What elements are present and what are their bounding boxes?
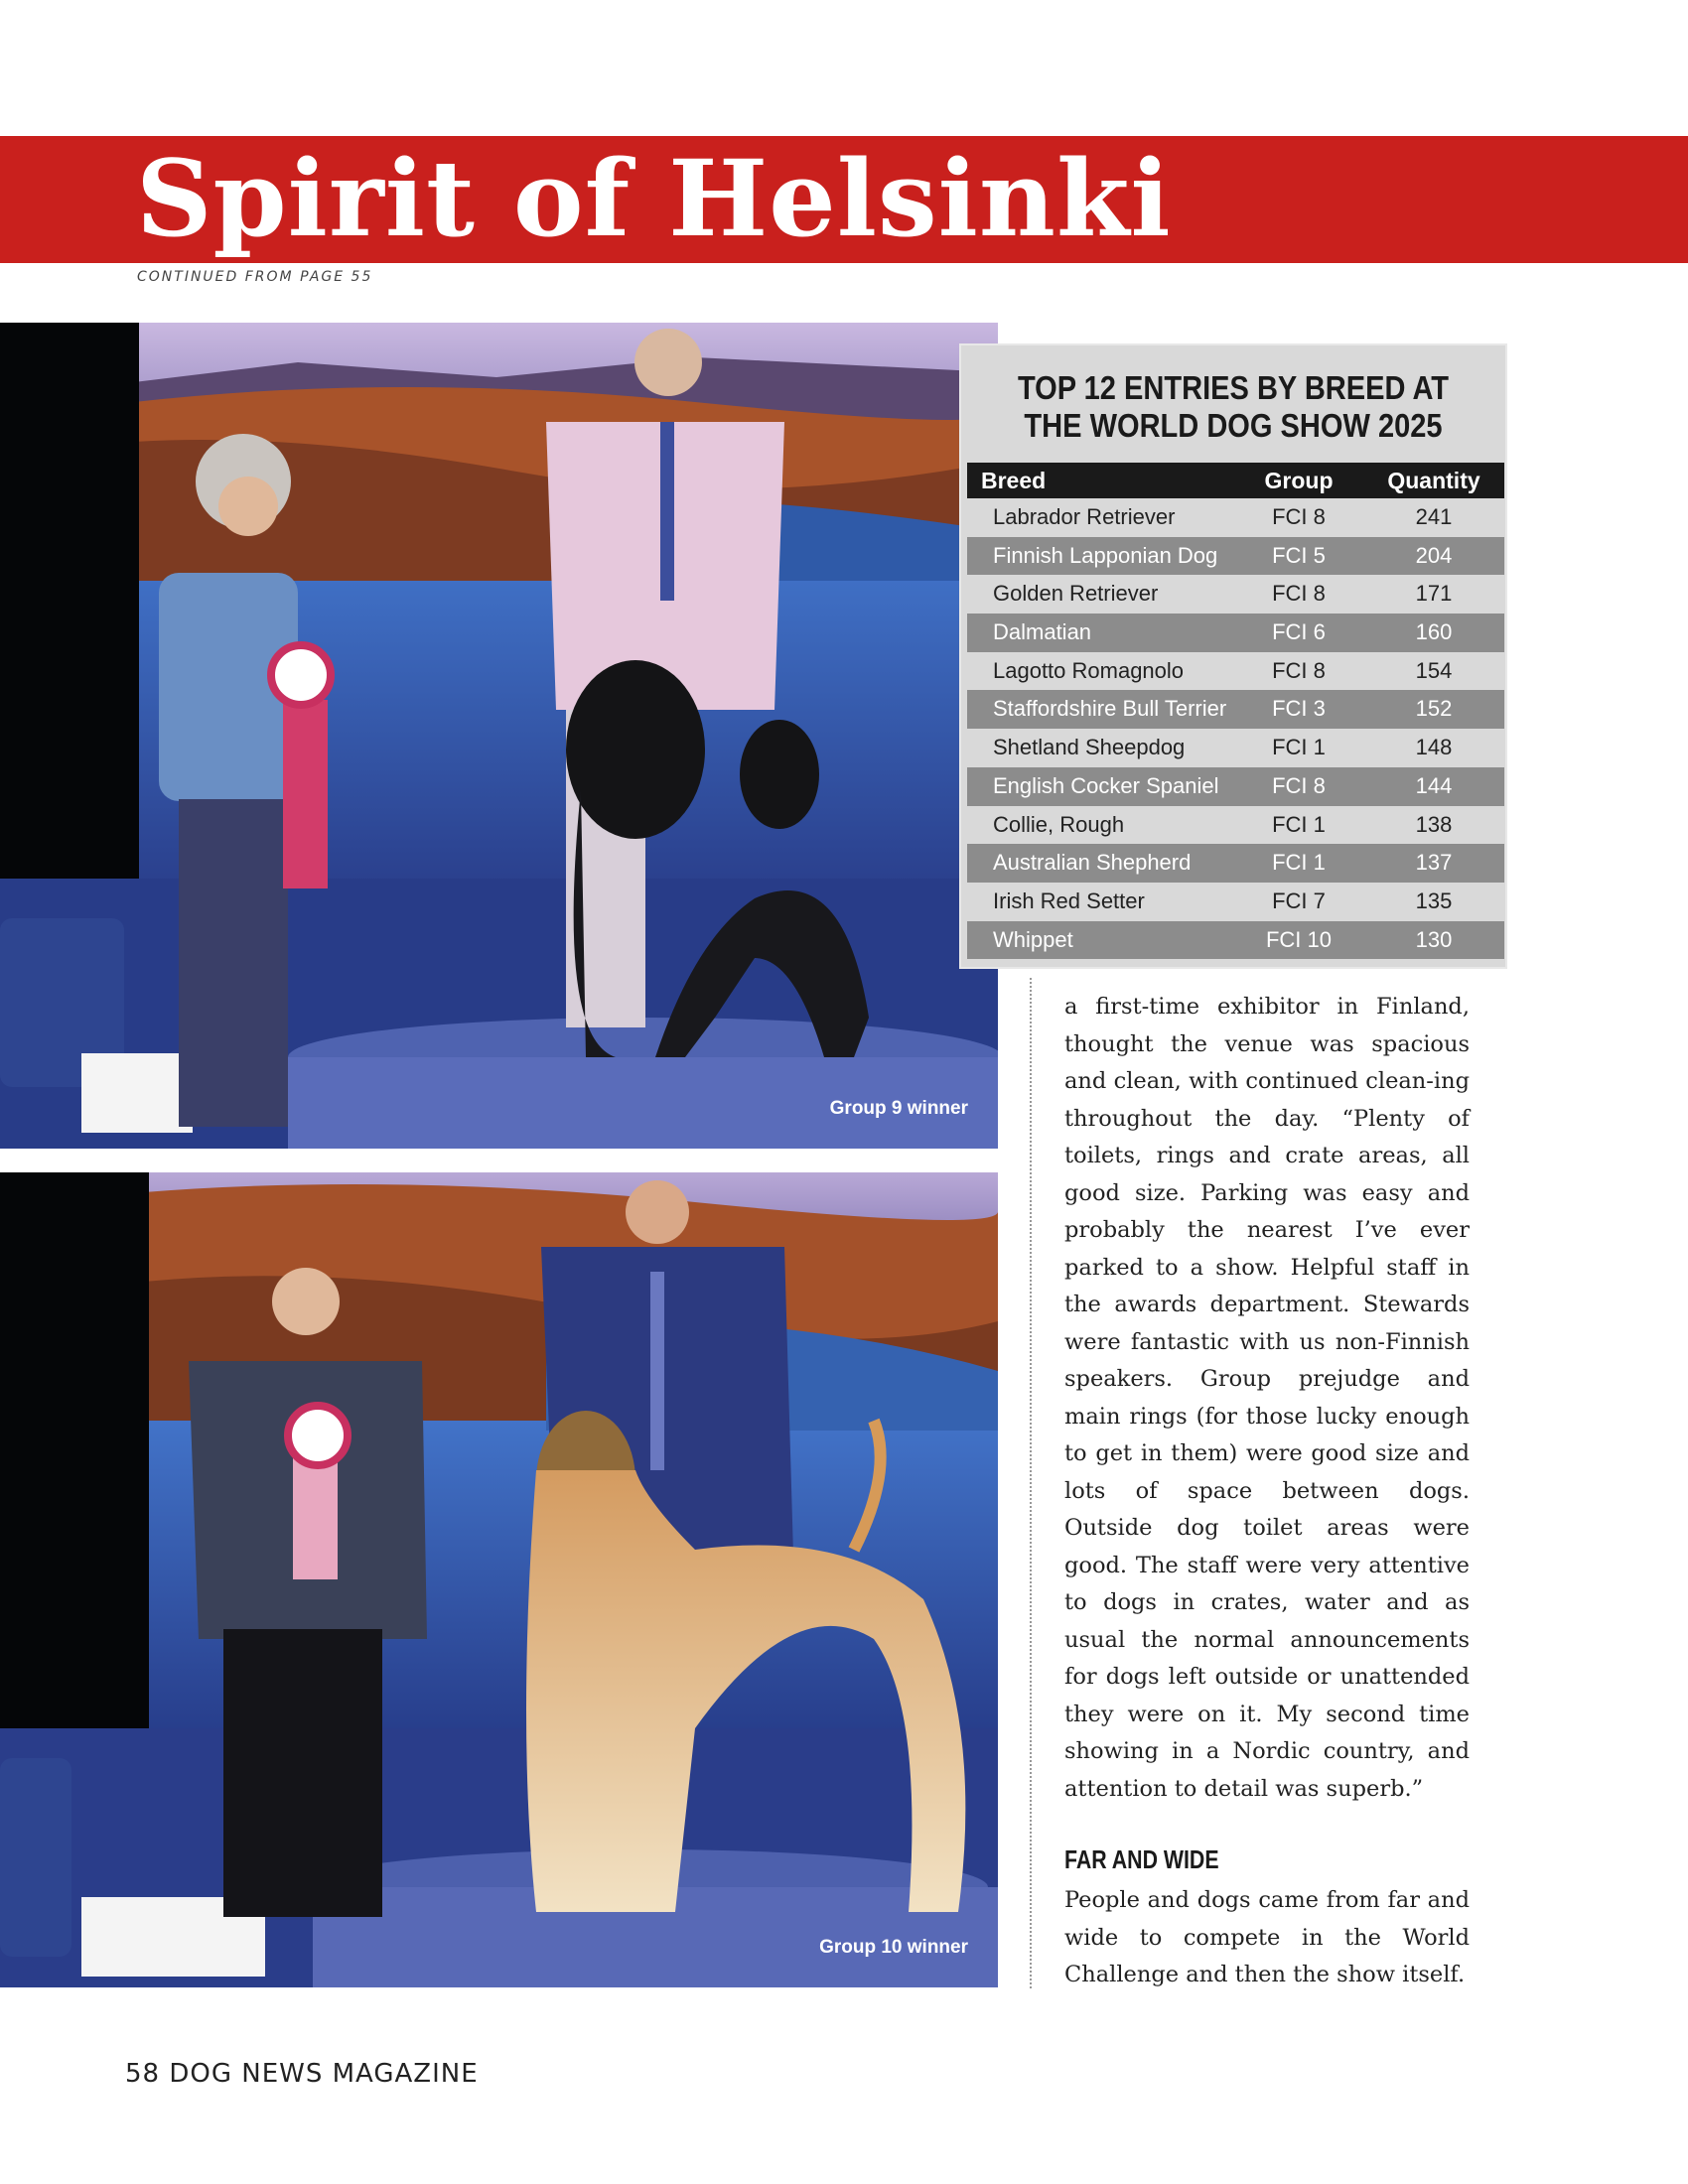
cell-quantity: 160 [1415, 619, 1453, 645]
cell-quantity: 241 [1415, 504, 1453, 529]
column-divider [1030, 978, 1032, 1988]
column-header-quantity: Quantity [1387, 468, 1480, 493]
table-row [967, 767, 1504, 806]
table-row [967, 921, 1504, 960]
cell-breed: Golden Retriever [993, 581, 1159, 607]
cell-group: FCI 3 [1272, 696, 1326, 722]
table-header [967, 463, 1504, 498]
column-header-breed: Breed [981, 468, 1047, 493]
cell-breed: Whippet [993, 926, 1073, 952]
cell-quantity: 148 [1415, 735, 1453, 760]
cell-group: FCI 1 [1272, 735, 1326, 760]
article-paragraph: People and dogs came from far and wide to compete in the World Challenge and then the show itself. [1064, 1887, 1470, 1987]
cell-quantity: 137 [1415, 850, 1453, 876]
photo-caption: Group 10 winner [819, 1937, 968, 1958]
cell-breed: Collie, Rough [993, 811, 1125, 837]
cell-breed: Dalmatian [993, 619, 1092, 645]
cell-breed: Labrador Retriever [993, 504, 1176, 529]
table-row [967, 498, 1504, 537]
cell-breed: Lagotto Romagnolo [993, 657, 1185, 683]
continued-note: CONTINUED FROM PAGE 55 [137, 269, 373, 285]
cell-group: FCI 1 [1272, 850, 1326, 876]
table-row [967, 652, 1504, 691]
cell-group: FCI 8 [1272, 581, 1326, 607]
cell-breed: Finnish Lapponian Dog [993, 542, 1218, 568]
table-row [967, 690, 1504, 729]
photo-group10-winner [0, 1172, 998, 1987]
table-row [967, 729, 1504, 767]
table-row [967, 614, 1504, 652]
cell-group: FCI 6 [1272, 619, 1326, 645]
cell-quantity: 138 [1415, 811, 1453, 837]
table-body [967, 498, 1504, 959]
cell-group: FCI 8 [1272, 504, 1326, 529]
table-row [967, 806, 1504, 845]
cell-group: FCI 7 [1272, 887, 1326, 913]
table-row [967, 575, 1504, 614]
cell-quantity: 152 [1415, 696, 1453, 722]
cell-group: FCI 8 [1272, 657, 1326, 683]
breed-entries-table [961, 345, 1505, 967]
photo-group9-winner [0, 323, 998, 1149]
cell-group: FCI 5 [1272, 542, 1326, 568]
cell-quantity: 130 [1415, 926, 1453, 952]
column-header-group: Group [1264, 468, 1334, 493]
cell-quantity: 154 [1415, 657, 1453, 683]
table-row [967, 883, 1504, 921]
table-title: TOP 12 ENTRIES BY BREED AT THE WORLD DOG SHOW 2025 [1017, 369, 1450, 444]
cell-quantity: 135 [1415, 887, 1453, 913]
article-paragraph: a first-time exhibitor in Finland, thought the venue was spacious and clean, with continued clean-ing throughout the day. “Plenty of toilets, rings and crate areas, all good size. Parking was easy and probably the nearest I’ve ever parked to a show. Helpful staff in the awards department. Stewards were fantastic with us non-Finnish speakers. Group prejudge and main rings (for those lucky enough to get in them) were good size and lots of space between dogs. Outside dog toilet areas were good. The staff were very attentive to dogs in crates, water and as usual the normal announcements for dogs left outside or unattended they were on it. My second time showing in a Nordic country, and attention to detail was superb.” [1064, 994, 1470, 1802]
page-footer: 58 DOG NEWS MAGAZINE [125, 2059, 479, 2089]
cell-breed: Shetland Sheepdog [993, 735, 1186, 760]
cell-group: FCI 1 [1272, 811, 1326, 837]
table-row [967, 537, 1504, 576]
photo-caption: Group 9 winner [829, 1098, 968, 1119]
cell-breed: Irish Red Setter [993, 887, 1145, 913]
table-row [967, 844, 1504, 883]
cell-quantity: 204 [1415, 542, 1453, 568]
section-subhead: FAR AND WIDE [1064, 1844, 1219, 1874]
cell-group: FCI 10 [1265, 926, 1333, 952]
page-title: Spirit of Helsinki [136, 136, 1172, 260]
cell-breed: Australian Shepherd [993, 850, 1192, 876]
cell-group: FCI 8 [1272, 772, 1326, 798]
cell-quantity: 144 [1415, 772, 1453, 798]
cell-breed: English Cocker Spaniel [993, 772, 1219, 798]
cell-breed: Staffordshire Bull Terrier [993, 696, 1227, 722]
cell-quantity: 171 [1415, 581, 1453, 607]
